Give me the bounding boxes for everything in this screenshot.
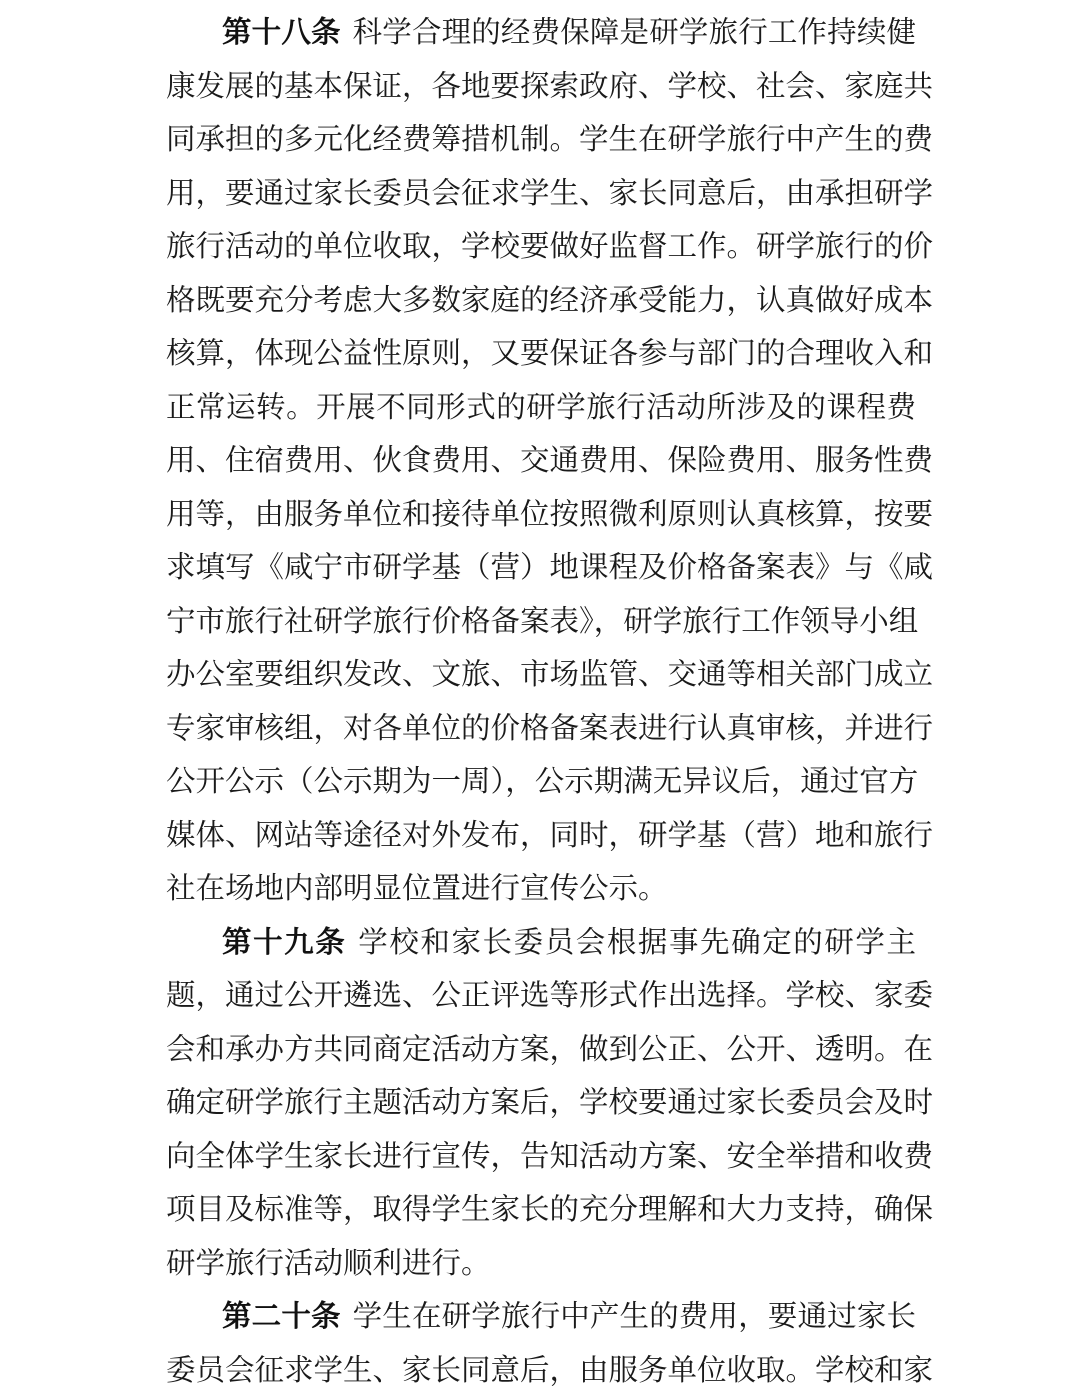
article-text-line: 专家审核组，对各单位的价格备案表进行认真审核，并进行 (166, 702, 916, 756)
article-text-line: 向全体学生家长进行宣传，告知活动方案、安全举措和收费 (166, 1130, 916, 1184)
article-text-line: 题，通过公开遴选、公正评选等形式作出选择。学校、家委 (166, 969, 916, 1023)
article-text-line: 办公室要组织发改、文旅、市场监管、交通等相关部门成立 (166, 648, 916, 702)
article-19-heading: 第十九条 (222, 925, 346, 959)
article-text-line: 康发展的基本保证，各地要探索政府、学校、社会、家庭共 (166, 60, 916, 114)
article-20-heading: 第二十条 (222, 1299, 341, 1333)
article-19-line-1 (166, 916, 916, 970)
article-text-line: 核算，体现公益性原则，又要保证各参与部门的合理收入和 (166, 327, 916, 381)
article-text-line: 委员会征求学生、家长同意后，由服务单位收取。学校和家 (166, 1344, 916, 1397)
article-text-line: 用等，由服务单位和接待单位按照微利原则认真核算，按要 (166, 488, 916, 542)
article-text: 学生在研学旅行中产生的费用，要通过家长 (353, 1299, 916, 1333)
article-text: 学校和家长委员会根据事先确定的研学主 (358, 925, 916, 959)
article-text-line: 用，要通过家长委员会征求学生、家长同意后，由承担研学 (166, 167, 916, 221)
article-text-line: 媒体、网站等途径对外发布，同时，研学基（营）地和旅行 (166, 809, 916, 863)
article-20-line-1 (166, 1290, 916, 1344)
article-text-line: 会和承办方共同商定活动方案，做到公正、公开、透明。在 (166, 1023, 916, 1077)
article-text-line: 公开公示（公示期为一周），公示期满无异议后，通过官方 (166, 755, 916, 809)
article-text-line: 确定研学旅行主题活动方案后，学校要通过家长委员会及时 (166, 1076, 916, 1130)
article-text-line: 用、住宿费用、伙食费用、交通费用、保险费用、服务性费 (166, 434, 916, 488)
article-18-line-1 (166, 6, 916, 60)
article-text-line: 社在场地内部明显位置进行宣传公示。 (166, 862, 916, 916)
article-20 (166, 1290, 916, 1397)
article-text-line: 格既要充分考虑大多数家庭的经济承受能力，认真做好成本 (166, 274, 916, 328)
article-text-line: 求填写《咸宁市研学基（营）地课程及价格备案表》与《咸 (166, 541, 916, 595)
article-text-line: 研学旅行活动顺利进行。 (166, 1237, 916, 1291)
document-page (166, 6, 916, 1397)
article-text-line: 正常运转。开展不同形式的研学旅行活动所涉及的课程费 (166, 381, 916, 435)
article-text-line: 项目及标准等，取得学生家长的充分理解和大力支持，确保 (166, 1183, 916, 1237)
article-text-line: 旅行活动的单位收取，学校要做好监督工作。研学旅行的价 (166, 220, 916, 274)
article-18-heading: 第十八条 (222, 15, 341, 49)
article-text-line: 同承担的多元化经费筹措机制。学生在研学旅行中产生的费 (166, 113, 916, 167)
article-19 (166, 916, 916, 1291)
article-18 (166, 6, 916, 916)
article-text: 科学合理的经费保障是研学旅行工作持续健 (353, 15, 916, 49)
article-text-line: 宁市旅行社研学旅行价格备案表》，研学旅行工作领导小组 (166, 595, 916, 649)
